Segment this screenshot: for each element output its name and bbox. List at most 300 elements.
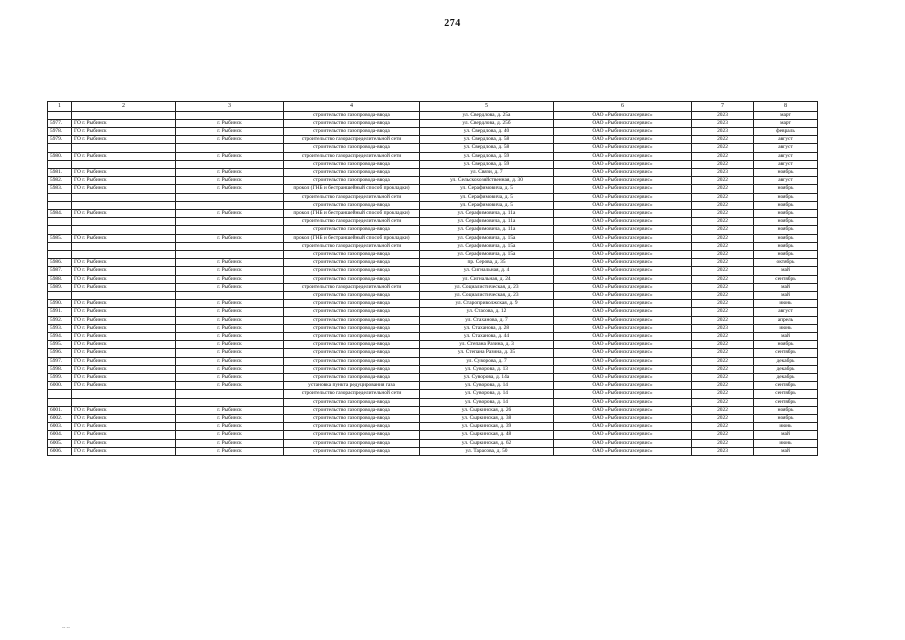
- cell-address: ул. Серафимовича, д. 11а: [420, 226, 554, 234]
- cell-year: 2023: [692, 127, 754, 135]
- column-header-7: 7: [692, 102, 754, 112]
- table-row: [48, 423, 818, 431]
- table-row: [48, 308, 818, 316]
- table-row: [48, 193, 818, 201]
- cell-municipality: ГО г. Рыбинск: [72, 341, 176, 349]
- cell-work-type: строительство газопровода-ввода: [284, 201, 420, 209]
- cell-municipality: ГО г. Рыбинск: [72, 431, 176, 439]
- cell-year: 2023: [692, 447, 754, 455]
- cell-organization: ОАО «Рыбинскгазсервис»: [554, 332, 692, 340]
- cell-address: ул. Суворова, д. 14: [420, 382, 554, 390]
- cell-row-number: 5979.: [48, 136, 72, 144]
- cell-organization: ОАО «Рыбинскгазсервис»: [554, 398, 692, 406]
- cell-settlement: [176, 226, 284, 234]
- cell-month: ноябрь: [754, 201, 818, 209]
- table-row: [48, 316, 818, 324]
- cell-settlement: г. Рыбинск: [176, 447, 284, 455]
- cell-organization: ОАО «Рыбинскгазсервис»: [554, 111, 692, 119]
- table-row: [48, 119, 818, 127]
- cell-row-number: 5985.: [48, 234, 72, 242]
- cell-organization: ОАО «Рыбинскгазсервис»: [554, 119, 692, 127]
- cell-month: май: [754, 431, 818, 439]
- cell-row-number: [48, 160, 72, 168]
- cell-year: 2022: [692, 308, 754, 316]
- cell-month: ноябрь: [754, 242, 818, 250]
- cell-organization: ОАО «Рыбинскгазсервис»: [554, 431, 692, 439]
- page-number: 274: [444, 18, 461, 29]
- cell-row-number: 6000.: [48, 382, 72, 390]
- table-row: [48, 374, 818, 382]
- table-row: [48, 300, 818, 308]
- cell-address: ул. Социалистическая, д. 23: [420, 283, 554, 291]
- cell-month: сентябрь: [754, 275, 818, 283]
- cell-address: ул. Сыркинская, д. 38: [420, 415, 554, 423]
- cell-month: ноябрь: [754, 209, 818, 217]
- cell-organization: ОАО «Рыбинскгазсервис»: [554, 136, 692, 144]
- cell-address: ул. Серафимовича, д. 11а: [420, 209, 554, 217]
- table-row: [48, 324, 818, 332]
- cell-address: ул. Стасова, д. 12: [420, 308, 554, 316]
- cell-row-number: [48, 193, 72, 201]
- column-header-4: 4: [284, 102, 420, 112]
- cell-settlement: [176, 390, 284, 398]
- cell-year: 2022: [692, 382, 754, 390]
- cell-organization: ОАО «Рыбинскгазсервис»: [554, 234, 692, 242]
- cell-row-number: 6004.: [48, 431, 72, 439]
- cell-row-number: 5995.: [48, 341, 72, 349]
- cell-municipality: [72, 111, 176, 119]
- cell-work-type: строительство газопровода-ввода: [284, 226, 420, 234]
- cell-organization: ОАО «Рыбинскгазсервис»: [554, 382, 692, 390]
- table-row: [48, 349, 818, 357]
- table-row: [48, 160, 818, 168]
- cell-year: 2022: [692, 398, 754, 406]
- cell-work-type: строительство газопровода-ввода: [284, 398, 420, 406]
- cell-settlement: г. Рыбинск: [176, 259, 284, 267]
- table-row: [48, 382, 818, 390]
- cell-organization: ОАО «Рыбинскгазсервис»: [554, 349, 692, 357]
- table-row: [48, 283, 818, 291]
- cell-year: 2022: [692, 357, 754, 365]
- cell-municipality: ГО г. Рыбинск: [72, 152, 176, 160]
- cell-address: ул. Свердлова, д. 58: [420, 144, 554, 152]
- cell-year: 2022: [692, 291, 754, 299]
- cell-settlement: г. Рыбинск: [176, 168, 284, 176]
- cell-year: 2022: [692, 226, 754, 234]
- cell-municipality: ГО г. Рыбинск: [72, 423, 176, 431]
- cell-month: март: [754, 111, 818, 119]
- cell-municipality: [72, 201, 176, 209]
- cell-address: ул. Серафимовича, д. 5: [420, 201, 554, 209]
- cell-month: ноябрь: [754, 341, 818, 349]
- cell-row-number: [48, 226, 72, 234]
- cell-month: июнь: [754, 423, 818, 431]
- cell-year: 2022: [692, 374, 754, 382]
- cell-work-type: установка пункта редуцирования газа: [284, 382, 420, 390]
- cell-settlement: г. Рыбинск: [176, 234, 284, 242]
- cell-year: 2022: [692, 259, 754, 267]
- cell-work-type: строительство газораспределительной сети: [284, 283, 420, 291]
- cell-settlement: г. Рыбинск: [176, 406, 284, 414]
- cell-organization: ОАО «Рыбинскгазсервис»: [554, 423, 692, 431]
- cell-settlement: г. Рыбинск: [176, 349, 284, 357]
- cell-organization: ОАО «Рыбинскгазсервис»: [554, 447, 692, 455]
- cell-municipality: ГО г. Рыбинск: [72, 357, 176, 365]
- cell-row-number: 5997.: [48, 357, 72, 365]
- cell-address: ул. Сельскохозяйственная, д. 30: [420, 177, 554, 185]
- cell-row-number: 5980.: [48, 152, 72, 160]
- cell-month: декабрь: [754, 365, 818, 373]
- cell-settlement: г. Рыбинск: [176, 300, 284, 308]
- cell-year: 2022: [692, 209, 754, 217]
- cell-address: ул. Свердлова, д. 40: [420, 127, 554, 135]
- cell-organization: ОАО «Рыбинскгазсервис»: [554, 209, 692, 217]
- cell-month: ноябрь: [754, 234, 818, 242]
- cell-month: ноябрь: [754, 193, 818, 201]
- cell-year: 2023: [692, 119, 754, 127]
- cell-month: август: [754, 308, 818, 316]
- cell-settlement: г. Рыбинск: [176, 332, 284, 340]
- cell-settlement: г. Рыбинск: [176, 357, 284, 365]
- cell-address: ул. Сыркинская, д. 26: [420, 406, 554, 414]
- cell-work-type: строительство газопровода-ввода: [284, 119, 420, 127]
- cell-year: 2022: [692, 349, 754, 357]
- cell-municipality: ГО г. Рыбинск: [72, 316, 176, 324]
- cell-year: 2022: [692, 365, 754, 373]
- cell-municipality: ГО г. Рыбинск: [72, 185, 176, 193]
- cell-settlement: г. Рыбинск: [176, 439, 284, 447]
- cell-work-type: строительство газопровода-ввода: [284, 324, 420, 332]
- cell-municipality: [72, 250, 176, 258]
- cell-address: ул. Серафимовича, д. 15а: [420, 250, 554, 258]
- cell-month: ноябрь: [754, 185, 818, 193]
- cell-year: 2022: [692, 152, 754, 160]
- cell-row-number: 5978.: [48, 127, 72, 135]
- cell-address: ул. Степана Разина, д. 3: [420, 341, 554, 349]
- cell-organization: ОАО «Рыбинскгазсервис»: [554, 341, 692, 349]
- cell-year: 2022: [692, 341, 754, 349]
- cell-row-number: [48, 390, 72, 398]
- cell-organization: ОАО «Рыбинскгазсервис»: [554, 144, 692, 152]
- cell-settlement: г. Рыбинск: [176, 275, 284, 283]
- cell-month: ноябрь: [754, 226, 818, 234]
- table-row: [48, 242, 818, 250]
- cell-municipality: [72, 160, 176, 168]
- cell-month: февраль: [754, 127, 818, 135]
- cell-address: ул. Серафимовича, д. 11а: [420, 218, 554, 226]
- table-row: [48, 144, 818, 152]
- table-row: [48, 136, 818, 144]
- cell-municipality: ГО г. Рыбинск: [72, 374, 176, 382]
- cell-address: ул. Серафимовича, д. 5: [420, 193, 554, 201]
- cell-year: 2022: [692, 267, 754, 275]
- cell-row-number: [48, 250, 72, 258]
- cell-work-type: строительство газопровода-ввода: [284, 308, 420, 316]
- cell-month: сентябрь: [754, 398, 818, 406]
- cell-municipality: [72, 144, 176, 152]
- cell-year: 2022: [692, 283, 754, 291]
- cell-organization: ОАО «Рыбинскгазсервис»: [554, 275, 692, 283]
- table-row: [48, 431, 818, 439]
- cell-municipality: [72, 242, 176, 250]
- cell-address: ул. Социалистическая, д. 23: [420, 291, 554, 299]
- cell-month: сентябрь: [754, 382, 818, 390]
- cell-year: 2022: [692, 332, 754, 340]
- cell-row-number: [48, 242, 72, 250]
- table-row: [48, 226, 818, 234]
- cell-settlement: г. Рыбинск: [176, 209, 284, 217]
- cell-municipality: ГО г. Рыбинск: [72, 308, 176, 316]
- cell-settlement: [176, 218, 284, 226]
- cell-address: ул. Суворова, д. 14: [420, 390, 554, 398]
- cell-organization: ОАО «Рыбинскгазсервис»: [554, 291, 692, 299]
- cell-year: 2022: [692, 136, 754, 144]
- table-row: [48, 415, 818, 423]
- cell-month: май: [754, 283, 818, 291]
- cell-organization: ОАО «Рыбинскгазсервис»: [554, 415, 692, 423]
- cell-work-type: строительство газопровода-ввода: [284, 144, 420, 152]
- cell-month: октябрь: [754, 259, 818, 267]
- cell-year: 2022: [692, 390, 754, 398]
- cell-settlement: г. Рыбинск: [176, 283, 284, 291]
- cell-month: август: [754, 144, 818, 152]
- cell-organization: ОАО «Рыбинскгазсервис»: [554, 160, 692, 168]
- cell-work-type: строительство газопровода-ввода: [284, 160, 420, 168]
- cell-work-type: строительство газопровода-ввода: [284, 127, 420, 135]
- table-body: [48, 111, 818, 456]
- cell-month: июнь: [754, 439, 818, 447]
- cell-settlement: г. Рыбинск: [176, 185, 284, 193]
- table-row: [48, 168, 818, 176]
- cell-organization: ОАО «Рыбинскгазсервис»: [554, 218, 692, 226]
- cell-work-type: строительство газопровода-ввода: [284, 341, 420, 349]
- cell-municipality: ГО г. Рыбинск: [72, 349, 176, 357]
- cell-municipality: ГО г. Рыбинск: [72, 283, 176, 291]
- cell-settlement: г. Рыбинск: [176, 316, 284, 324]
- cell-settlement: г. Рыбинск: [176, 423, 284, 431]
- cell-month: ноябрь: [754, 218, 818, 226]
- cell-organization: ОАО «Рыбинскгазсервис»: [554, 259, 692, 267]
- cell-municipality: ГО г. Рыбинск: [72, 209, 176, 217]
- cell-settlement: г. Рыбинск: [176, 136, 284, 144]
- cell-organization: ОАО «Рыбинскгазсервис»: [554, 267, 692, 275]
- cell-row-number: 5987.: [48, 267, 72, 275]
- cell-month: май: [754, 267, 818, 275]
- cell-row-number: 5983.: [48, 185, 72, 193]
- cell-municipality: [72, 390, 176, 398]
- cell-month: ноябрь: [754, 250, 818, 258]
- cell-month: ноябрь: [754, 406, 818, 414]
- cell-work-type: прокол (ГНБ и бестраншейный способ прокладки): [284, 234, 420, 242]
- table-row: [48, 259, 818, 267]
- cell-address: ул. Сыркинская, д. 48: [420, 431, 554, 439]
- cell-work-type: строительство газопровода-ввода: [284, 365, 420, 373]
- cell-address: ул. Суворова, д. 14: [420, 398, 554, 406]
- cell-organization: ОАО «Рыбинскгазсервис»: [554, 250, 692, 258]
- column-header-8: 8: [754, 102, 818, 112]
- cell-settlement: [176, 160, 284, 168]
- cell-month: май: [754, 332, 818, 340]
- cell-row-number: 5984.: [48, 209, 72, 217]
- cell-municipality: ГО г. Рыбинск: [72, 127, 176, 135]
- cell-organization: ОАО «Рыбинскгазсервис»: [554, 390, 692, 398]
- cell-year: 2022: [692, 431, 754, 439]
- cell-year: 2022: [692, 177, 754, 185]
- table-row: [48, 406, 818, 414]
- table-row: [48, 439, 818, 447]
- cell-work-type: строительство газопровода-ввода: [284, 267, 420, 275]
- cell-year: 2023: [692, 111, 754, 119]
- cell-address: ул. Свердлова, д. 59: [420, 160, 554, 168]
- cell-row-number: [48, 144, 72, 152]
- cell-work-type: строительство газопровода-ввода: [284, 406, 420, 414]
- cell-month: сентябрь: [754, 390, 818, 398]
- cell-municipality: [72, 226, 176, 234]
- cell-settlement: [176, 242, 284, 250]
- column-header-6: 6: [554, 102, 692, 112]
- table-row: [48, 332, 818, 340]
- cell-row-number: 6005.: [48, 439, 72, 447]
- cell-organization: ОАО «Рыбинскгазсервис»: [554, 439, 692, 447]
- cell-municipality: ГО г. Рыбинск: [72, 136, 176, 144]
- cell-year: 2022: [692, 406, 754, 414]
- cell-month: ноябрь: [754, 415, 818, 423]
- cell-organization: ОАО «Рыбинскгазсервис»: [554, 177, 692, 185]
- cell-work-type: прокол (ГНБ и бестраншейный способ прокладки): [284, 185, 420, 193]
- cell-row-number: 5977.: [48, 119, 72, 127]
- cell-work-type: строительство газопровода-ввода: [284, 259, 420, 267]
- cell-address: ул. Тарасова, д. 50: [420, 447, 554, 455]
- cell-year: 2022: [692, 275, 754, 283]
- cell-organization: ОАО «Рыбинскгазсервис»: [554, 374, 692, 382]
- cell-organization: ОАО «Рыбинскгазсервис»: [554, 242, 692, 250]
- cell-row-number: 5981.: [48, 168, 72, 176]
- cell-municipality: ГО г. Рыбинск: [72, 447, 176, 455]
- column-header-5: 5: [420, 102, 554, 112]
- cell-settlement: г. Рыбинск: [176, 152, 284, 160]
- cell-row-number: 6001.: [48, 406, 72, 414]
- cell-municipality: [72, 398, 176, 406]
- cell-work-type: строительство газораспределительной сети: [284, 193, 420, 201]
- cell-settlement: [176, 111, 284, 119]
- cell-row-number: 6002.: [48, 415, 72, 423]
- table-row: [48, 177, 818, 185]
- cell-address: ул. Серафимовича, д. 15а: [420, 242, 554, 250]
- cell-address: ул. Свердлова, д. 25б: [420, 119, 554, 127]
- cell-address: ул. Суворова, д. 7: [420, 357, 554, 365]
- cell-work-type: строительство газопровода-ввода: [284, 349, 420, 357]
- table-row: [48, 201, 818, 209]
- cell-municipality: ГО г. Рыбинск: [72, 168, 176, 176]
- cell-work-type: строительство газопровода-ввода: [284, 415, 420, 423]
- cell-work-type: строительство газопровода-ввода: [284, 357, 420, 365]
- cell-row-number: [48, 111, 72, 119]
- table-header-row: [48, 102, 818, 112]
- cell-work-type: строительство газораспределительной сети: [284, 242, 420, 250]
- cell-month: август: [754, 152, 818, 160]
- table-row: [48, 218, 818, 226]
- cell-municipality: ГО г. Рыбинск: [72, 259, 176, 267]
- cell-address: ул. Свердлова, д. 58: [420, 136, 554, 144]
- table-row: [48, 341, 818, 349]
- cell-row-number: 5993.: [48, 324, 72, 332]
- cell-work-type: строительство газопровода-ввода: [284, 300, 420, 308]
- cell-row-number: [48, 218, 72, 226]
- cell-municipality: ГО г. Рыбинск: [72, 119, 176, 127]
- cell-row-number: [48, 291, 72, 299]
- table-row: [48, 111, 818, 119]
- cell-organization: ОАО «Рыбинскгазсервис»: [554, 193, 692, 201]
- cell-year: 2023: [692, 324, 754, 332]
- cell-organization: ОАО «Рыбинскгазсервис»: [554, 201, 692, 209]
- cell-month: июнь: [754, 300, 818, 308]
- cell-work-type: строительство газопровода-ввода: [284, 423, 420, 431]
- cell-settlement: г. Рыбинск: [176, 431, 284, 439]
- cell-work-type: строительство газопровода-ввода: [284, 291, 420, 299]
- cell-address: ул. Стаханова, д. 7: [420, 316, 554, 324]
- table-row: [48, 390, 818, 398]
- cell-row-number: 5988.: [48, 275, 72, 283]
- cell-address: ул. Свердлова, д. 59: [420, 152, 554, 160]
- cell-settlement: [176, 398, 284, 406]
- cell-municipality: ГО г. Рыбинск: [72, 365, 176, 373]
- cell-year: 2022: [692, 439, 754, 447]
- cell-row-number: [48, 201, 72, 209]
- cell-municipality: ГО г. Рыбинск: [72, 267, 176, 275]
- cell-row-number: 5994.: [48, 332, 72, 340]
- cell-settlement: [176, 144, 284, 152]
- cell-month: август: [754, 136, 818, 144]
- cell-year: 2022: [692, 300, 754, 308]
- cell-address: ул. Связи, д. 7: [420, 168, 554, 176]
- cell-municipality: ГО г. Рыбинск: [72, 415, 176, 423]
- cell-work-type: строительство газопровода-ввода: [284, 447, 420, 455]
- cell-month: декабрь: [754, 357, 818, 365]
- cell-municipality: ГО г. Рыбинск: [72, 275, 176, 283]
- cell-year: 2022: [692, 160, 754, 168]
- cell-settlement: г. Рыбинск: [176, 267, 284, 275]
- cell-month: декабрь: [754, 374, 818, 382]
- cell-year: 2022: [692, 423, 754, 431]
- cell-settlement: г. Рыбинск: [176, 341, 284, 349]
- cell-month: май: [754, 447, 818, 455]
- table-row: [48, 267, 818, 275]
- cell-organization: ОАО «Рыбинскгазсервис»: [554, 185, 692, 193]
- cell-settlement: [176, 201, 284, 209]
- table-row: [48, 275, 818, 283]
- cell-work-type: строительство газопровода-ввода: [284, 168, 420, 176]
- cell-address: ул. Серафимовича, д. 5: [420, 185, 554, 193]
- gasification-schedule-table: [47, 101, 818, 456]
- cell-work-type: строительство газораспределительной сети: [284, 152, 420, 160]
- cell-municipality: ГО г. Рыбинск: [72, 406, 176, 414]
- cell-municipality: [72, 218, 176, 226]
- cell-municipality: ГО г. Рыбинск: [72, 439, 176, 447]
- cell-municipality: ГО г. Рыбинск: [72, 234, 176, 242]
- cell-work-type: строительство газопровода-ввода: [284, 332, 420, 340]
- cell-organization: ОАО «Рыбинскгазсервис»: [554, 127, 692, 135]
- cell-address: ул. Суворова, д. 13: [420, 365, 554, 373]
- cell-row-number: 6006.: [48, 447, 72, 455]
- cell-year: 2022: [692, 201, 754, 209]
- cell-organization: ОАО «Рыбинскгазсервис»: [554, 406, 692, 414]
- cell-address: ул. Староприволжская, д. 9: [420, 300, 554, 308]
- cell-settlement: г. Рыбинск: [176, 415, 284, 423]
- table-row: [48, 185, 818, 193]
- cell-work-type: строительство газопровода-ввода: [284, 275, 420, 283]
- cell-organization: ОАО «Рыбинскгазсервис»: [554, 283, 692, 291]
- cell-work-type: строительство газораспределительной сети: [284, 218, 420, 226]
